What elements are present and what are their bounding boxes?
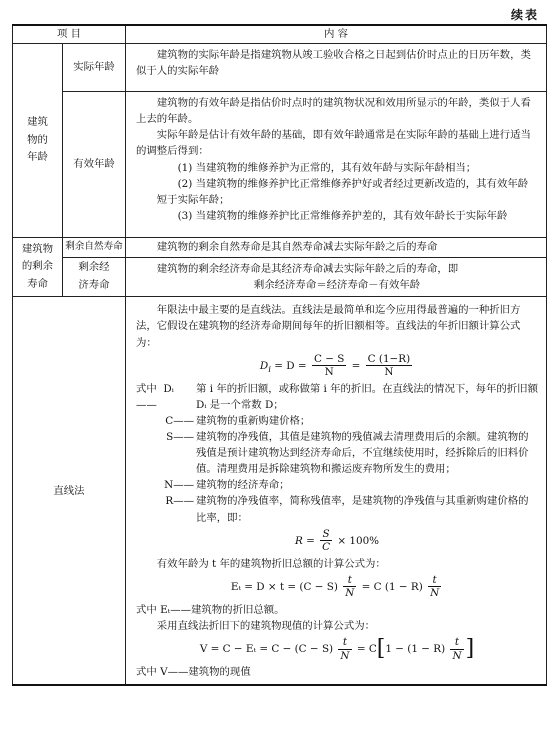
effective-age-paragraph: 建筑物的有效年龄是指估价时点时的建筑物状况和效用所显示的年龄，类似于人看上去的年龄。 (136, 97, 531, 126)
fraction-denominator: N (340, 649, 350, 662)
present-value-formula (136, 636, 538, 662)
total-depreciation-definition: 式中 Eₜ——建筑物的折旧总额。 (136, 603, 285, 616)
formula-fraction (343, 574, 356, 600)
formula-fraction (312, 353, 346, 379)
economic-life-text: 建筑物的剩余经济寿命是其经济寿命减去实际年龄之后的寿命，即 (156, 263, 459, 275)
fraction-denominator: N (430, 587, 440, 600)
definition-symbol: N—— (164, 479, 194, 492)
natural-life-label: 剩余自然寿命 (63, 238, 126, 258)
formula-text: = C (353, 643, 377, 656)
fraction-denominator: N (345, 587, 355, 600)
straight-line-intro: 年限法中最主要的是直线法。直线法是最简单和迄今应用得最普遍的一种折旧方法，它假设在建筑物的经济寿命期间每年的折旧额相等。直线法的年折旧额计算公式为： (136, 304, 521, 349)
symbol: Dᵢ—— (136, 382, 174, 411)
economic-label-line: 剩余经 (78, 261, 110, 274)
formula-text: = C (1 − R) (358, 580, 427, 593)
formula-text: = (348, 359, 364, 372)
formula-text: R = (294, 534, 319, 547)
table-row-actual-age (13, 44, 547, 92)
header-content: 内 容 (126, 25, 547, 44)
salvage-rate-formula (136, 528, 538, 554)
age-label-line: 建筑 (27, 115, 48, 128)
continued-label: 续表 (510, 8, 539, 22)
effective-age-list-item: (2) 当建筑物的维修养护比正常维修养护好或者经过更新改造的，其有效年龄短于实际年龄； (156, 177, 529, 206)
definition-text: 建筑物的净残值，其值是建筑物的残值减去清理费用后的余额。建筑物的残值是预计建筑物达到经济寿命后，不宜继续使用时，经拆除后的旧料价值。清理费用是拆除建筑物和搬运废弃物所发生的费用； (196, 430, 529, 476)
fraction-numerator: C − S (313, 352, 345, 365)
remaining-label-line: 建筑物 (21, 242, 54, 255)
fraction-numerator: C (1−R) (367, 352, 411, 365)
definition-symbol: C—— (165, 414, 194, 427)
fraction-numerator: t (338, 636, 351, 649)
formula-fraction (338, 636, 351, 662)
fraction-numerator: t (428, 574, 441, 587)
natural-life-text: 建筑物的剩余自然寿命是其自然寿命减去实际年龄之后的寿命 (156, 241, 438, 253)
total-depreciation-formula (136, 574, 538, 600)
definition-row (136, 413, 538, 429)
present-value-intro: 采用直线法折旧下的建筑物现值的计算公式为： (156, 619, 375, 632)
fraction-denominator: N (384, 366, 394, 379)
definition-text: 第 i 年的折旧额，或称做第 i 年的折旧。在直线法的情况下，每年的折旧额 Dᵢ 是一个常数 D； (196, 382, 538, 411)
fraction-denominator: N (324, 366, 334, 379)
actual-age-label: 实际年龄 (63, 44, 126, 92)
formula-fraction (366, 353, 413, 379)
definition-text: 建筑物的重新购建价格； (196, 414, 311, 427)
table-row-natural-life (13, 238, 547, 258)
natural-life-content (126, 238, 547, 258)
straight-line-content (126, 297, 547, 685)
remaining-label-line: 的剩余 (21, 260, 54, 273)
effective-age-label: 有效年龄 (63, 92, 126, 238)
table-row-effective-age (13, 92, 547, 238)
symbol-definitions (136, 381, 538, 526)
definition-row (136, 477, 538, 493)
formula-text: D (259, 359, 269, 372)
formula-fraction (428, 574, 441, 600)
age-label-line: 年龄 (27, 151, 48, 164)
fraction-denominator: C (322, 541, 331, 554)
remaining-group-label (13, 238, 63, 297)
fraction-numerator: t (450, 636, 463, 649)
age-label-line: 物的 (27, 133, 48, 146)
economic-life-content (126, 258, 547, 297)
definition-text: 建筑物的净残值率，简称残值率，是建筑物的净残值与其重新购建价格的比率，即： (196, 495, 529, 524)
formula-text: = D = (270, 359, 310, 372)
content-table (12, 24, 547, 686)
annual-depreciation-formula: $D_i = D$ = $\frac{C - S}{N}$ = $\frac{C (1-R)}{N}$ (259, 352, 411, 379)
definition-symbol (136, 381, 196, 413)
right-bracket: ] (465, 636, 475, 662)
fraction-denominator: N (452, 649, 462, 662)
age-group-label (13, 44, 63, 238)
table-header-row (13, 25, 547, 44)
actual-age-text: 建筑物的实际年龄是指建筑物从竣工验收合格之日起到估价时点止的日历年数，类似于人的实际年龄 (136, 49, 531, 78)
definition-row (136, 493, 538, 525)
formula-text: 1 − (1 − R) (385, 643, 449, 656)
fraction-numerator: S (320, 528, 332, 541)
formula-text: V = C − Eₜ = C − (C − S) (199, 643, 337, 656)
where-label: 式中 (136, 382, 157, 395)
definition-text: 建筑物的经济寿命； (196, 479, 290, 492)
left-bracket: [ (376, 636, 386, 662)
total-depreciation-intro: 有效年龄为 t 年的建筑物折旧总额的计算公式为： (156, 557, 386, 570)
formula-text: × 100% (334, 534, 380, 547)
economic-life-label (63, 258, 126, 297)
remaining-label-line: 寿命 (27, 277, 48, 290)
table-row-economic-life (13, 258, 547, 297)
formula-fraction (320, 528, 332, 554)
economic-label-line: 济寿命 (78, 279, 110, 292)
straight-line-label: 直线法 (13, 297, 126, 685)
formula-fraction (450, 636, 463, 662)
definition-symbol: S—— (166, 430, 194, 443)
fraction-numerator: t (343, 574, 356, 587)
effective-age-list-item: (3) 当建筑物的维修养护比正常维修养护差的，其有效年龄长于实际年龄 (177, 209, 508, 222)
effective-age-content (126, 92, 547, 238)
definition-row (136, 381, 538, 413)
effective-age-paragraph: 实际年龄是估计有效年龄的基础，即有效年龄通常是在实际年龄的基础上进行适当的调整后得到： (136, 129, 531, 158)
definition-symbol: R—— (165, 495, 194, 508)
economic-life-formula: 剩余经济寿命＝经济寿命－有效年龄 (253, 279, 421, 292)
table-row-straight-line (13, 297, 547, 685)
effective-age-list-item: (1) 当建筑物的维修养护为正常的，其有效年龄与实际年龄相当； (177, 161, 477, 174)
present-value-definition: 式中 V——建筑物的现值 (136, 666, 251, 678)
actual-age-content (126, 44, 547, 92)
header-item: 项 目 (13, 25, 126, 44)
definition-row (136, 429, 538, 477)
formula-text: Eₜ = D × t = (C − S) (230, 580, 342, 593)
